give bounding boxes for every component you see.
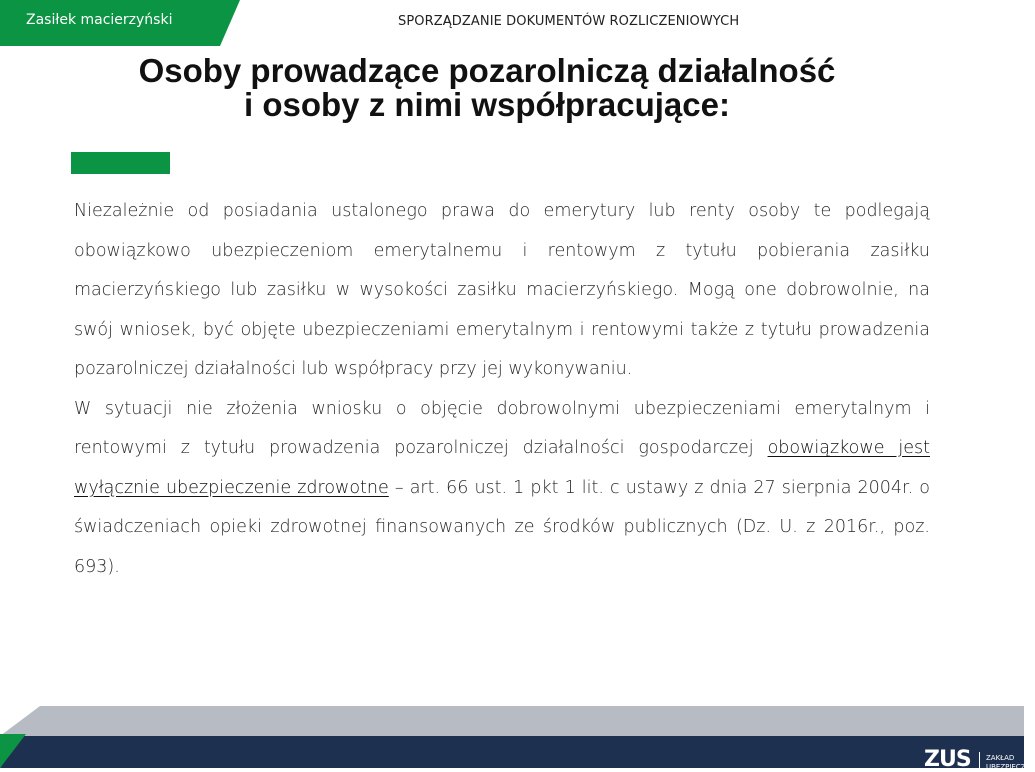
- paragraph-2: [74, 390, 930, 588]
- accent-bar: [71, 152, 170, 174]
- logo-text: [986, 754, 1035, 772]
- footer-gray-band: [0, 706, 1024, 736]
- content-body: [74, 192, 930, 587]
- slide-title-line1: Osoby prowadzące pozarolniczą działalność: [138, 52, 836, 89]
- header-title: SPORZĄDZANIE DOKUMENTÓW ROZLICZENIOWYCH: [398, 14, 740, 29]
- paragraph-2-end: – art. 66 ust. 1 pkt 1 lit. c ustawy z dnia 27 sierpnia 2004r. o świadczeniach opieki zdrowotnej finansowanych ze środków publicznych (Dz. U. z 2016r., poz. 693).: [74, 477, 930, 577]
- slide-title: [60, 54, 914, 122]
- paragraph-2-start: W sytuacji nie złożenia wniosku o objęcie dobrowolnymi ubezpieczeniami emerytalnym i rentowymi z tytułu prowadzenia pozarolniczej działalności gospodarczej: [74, 398, 930, 458]
- logo-text-line1: ZAKŁAD: [986, 754, 1015, 762]
- logo-divider: [979, 752, 980, 768]
- paragraph-2-emphasis: obowiązkowe jest wyłącznie ubezpieczenie zdrowotne: [74, 438, 930, 498]
- logo-text-line2: UBEZPIECZEŃ: [986, 763, 1035, 771]
- zus-logo: ZUS: [924, 747, 971, 772]
- paragraph-1: Niezależnie od posiadania ustalonego prawa do emerytury lub renty osoby te podlegają obowiązkowo ubezpieczeniom emerytalnemu i rentowym z tytułu pobierania zasiłku macierzyńskiego lub zasiłku w wysokości zasiłku macierzyńskiego. Mogą one dobrowolnie, na swój wniosek, być objęte ubezpieczeniami emerytalnym i rentowymi także z tytułu prowadzenia pozarolniczej działalności lub współpracy przy jej wykonywaniu.: [74, 201, 930, 379]
- section-tag-label: Zasiłek macierzyński: [26, 12, 173, 28]
- slide-title-line2: i osoby z nimi współpracujące:: [244, 86, 730, 123]
